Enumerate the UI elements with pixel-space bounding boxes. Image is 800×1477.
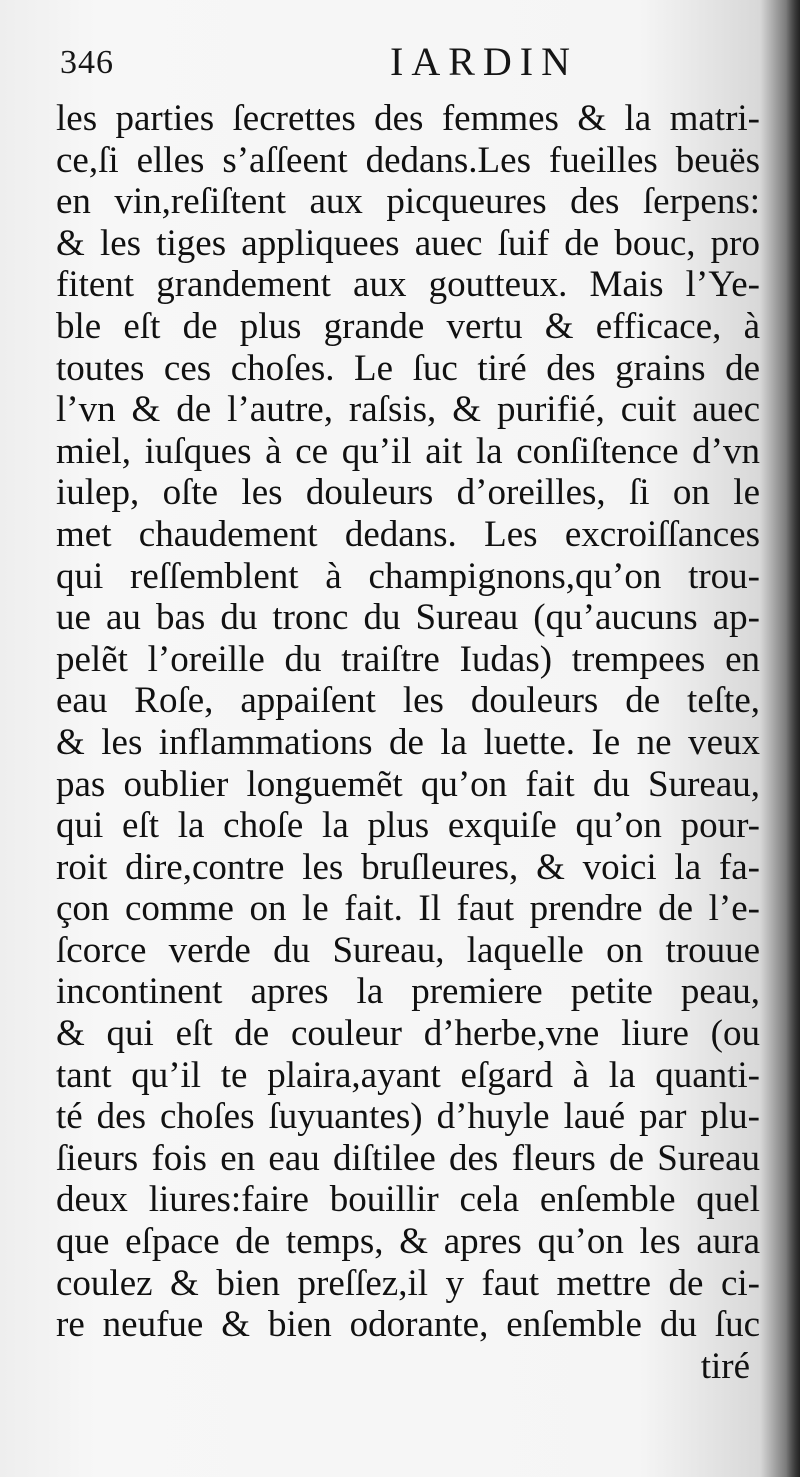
text-line: eau Roſe, appaiſent les douleurs de teſte, xyxy=(56,680,760,722)
catchword: tiré xyxy=(700,1345,750,1387)
text-line: l’vn & de l’autre, raſsis, & purifié, cuit auec xyxy=(56,389,760,431)
text-line: iulep, oſte les douleurs d’oreilles, ſi on le xyxy=(56,472,760,514)
text-line: en vin,reſiſtent aux picqueures des ſerpens: xyxy=(56,181,760,223)
body-text xyxy=(56,98,760,1387)
text-line: coulez & bien preſſez,il y faut mettre de ci- xyxy=(56,1262,760,1304)
page-number: 346 xyxy=(60,44,114,81)
page-edge-shadow xyxy=(786,0,800,1477)
text-line: deux liures:faire bouillir cela enſemble quel xyxy=(56,1179,760,1221)
page-header xyxy=(60,38,760,90)
text-line: roit dire,contre les bruſleures, & voici la fa- xyxy=(56,846,760,888)
text-line: çon comme on le fait. Il faut prendre de l’e- xyxy=(56,888,760,930)
text-line: ce,ſi elles s’aſſeent dedans.Les fueilles beuës xyxy=(56,139,760,181)
text-line: ue au bas du tronc du Sureau (qu’aucuns ap- xyxy=(56,597,760,639)
text-line: pas oublier longuemẽt qu’on fait du Sureau, xyxy=(56,763,760,805)
text-line: qui eſt la choſe la plus exquiſe qu’on pour- xyxy=(56,805,760,847)
text-line: incontinent apres la premiere petite peau, xyxy=(56,971,760,1013)
text-line: qui reſſemblent à champignons,qu’on trou- xyxy=(56,555,760,597)
text-line: ble eſt de plus grande vertu & efficace, à xyxy=(56,305,760,347)
text-line: ſcorce verde du Sureau, laquelle on trouue xyxy=(56,929,760,971)
text-line: fitent grandement aux goutteux. Mais l’Ye- xyxy=(56,264,760,306)
text-line: & qui eſt de couleur d’herbe,vne liure (ou xyxy=(56,1013,760,1055)
text-line: ſieurs fois en eau diſtilee des fleurs de Sureau xyxy=(56,1137,760,1179)
running-head: IARDIN xyxy=(390,39,578,84)
text-line: les parties ſecrettes des femmes & la matri- xyxy=(56,98,760,139)
text-line: met chaudement dedans. Les excroiſſances xyxy=(56,513,760,555)
text-line: re neufue & bien odorante, enſemble du ſuc xyxy=(56,1304,760,1346)
text-line: miel, iuſques à ce qu’il ait la conſiſtence d’vn xyxy=(56,430,760,472)
text-line: toutes ces choſes. Le ſuc tiré des grains de xyxy=(56,347,760,389)
text-line: & les tiges appliquees auec ſuif de bouc, pro xyxy=(56,222,760,264)
text-line: que eſpace de temps, & apres qu’on les aura xyxy=(56,1221,760,1263)
text-line: pelẽt l’oreille du traiſtre Iudas) trempees en xyxy=(56,638,760,680)
text-line: té des choſes ſuyuantes) d’huyle laué par plu- xyxy=(56,1096,760,1138)
text-line: & les inflammations de la luette. Ie ne veux xyxy=(56,721,760,763)
text-line: tant qu’il te plaira,ayant eſgard à la quanti- xyxy=(56,1054,760,1096)
